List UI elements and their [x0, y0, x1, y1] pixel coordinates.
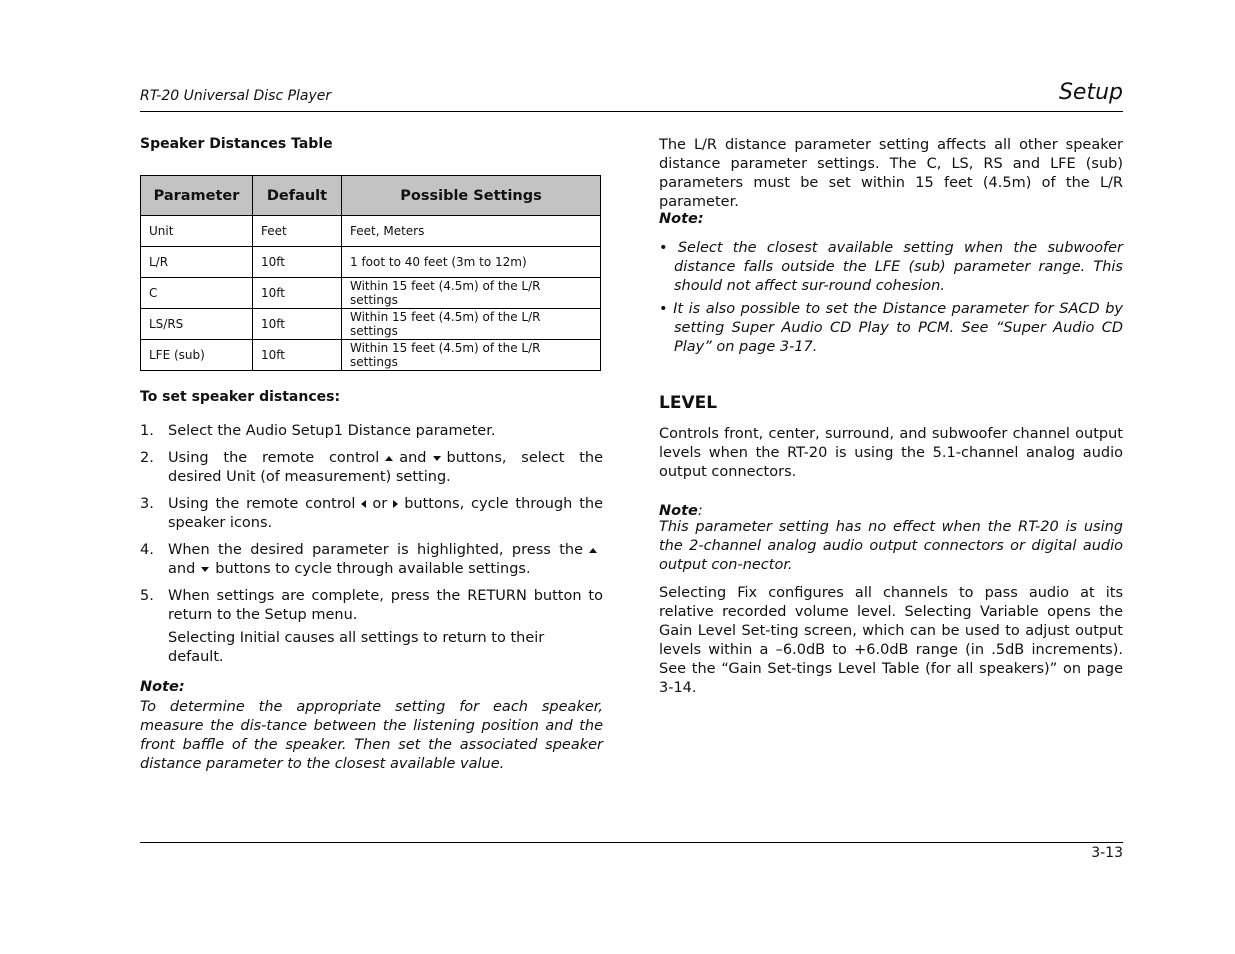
- list-item: [140, 541, 603, 579]
- up-arrow-icon: [589, 548, 597, 553]
- note-bullet: • It is also possible to set the Distance parameter for SACD by setting Super Audio CD Play to PCM. See “Super Audio CD Play” on page 3-17.: [659, 301, 1123, 355]
- table-row: [141, 340, 601, 371]
- step-number: 5.: [140, 588, 154, 604]
- down-arrow-icon: [433, 456, 441, 461]
- step-text: [168, 449, 603, 487]
- intro-paragraph: The L/R distance parameter setting affects all other speaker distance parameter settings. The C, LS, RS and LFE (sub) parameters must be set within 15 feet (4.5m) of the L/R parameter.: [659, 137, 1123, 210]
- table-title: Speaker Distances Table: [140, 136, 333, 152]
- step-text: [168, 495, 603, 533]
- list-item: [140, 495, 603, 533]
- note-label: Note:: [140, 679, 185, 695]
- table-row: [141, 216, 601, 247]
- step-text-part: buttons, cycle through the speaker icons.: [168, 496, 603, 531]
- list-item: [140, 449, 603, 487]
- table-cell: Unit: [141, 216, 253, 247]
- table-header-cell: Default: [253, 176, 342, 216]
- steps-list: [140, 422, 603, 633]
- step-text-part: When the desired parameter is highlighted, press the: [168, 542, 583, 558]
- steps-title: To set speaker distances:: [140, 389, 341, 405]
- step-number: 1.: [140, 423, 154, 439]
- table-cell: LS/RS: [141, 309, 253, 340]
- table-row: [141, 309, 601, 340]
- table-cell: 10ft: [253, 340, 342, 371]
- section-title: Setup: [1058, 80, 1123, 105]
- right-arrow-icon: [393, 500, 398, 508]
- speaker-distances-table: [140, 175, 601, 371]
- table-header-row: [141, 176, 601, 216]
- step-text-part: and: [399, 450, 427, 466]
- table-cell: Within 15 feet (4.5m) of the L/R settings: [342, 278, 601, 309]
- table-row: [141, 278, 601, 309]
- step-text-part: or: [372, 496, 388, 512]
- list-item: [140, 587, 603, 625]
- table-cell: 1 foot to 40 feet (3m to 12m): [342, 247, 601, 278]
- up-arrow-icon: [385, 456, 393, 461]
- list-item: [140, 422, 603, 441]
- fix-variable-paragraph: Selecting Fix configures all channels to pass audio at its relative recorded volume level. Selecting Variable opens the Gain Level Set-ting screen, which can be used to adjust output levels within a –6.0dB to +6.0dB range (in .5dB increments). See the “Gain Set-tings Level Table (for all speakers)” on page 3-14.: [659, 585, 1123, 696]
- step-number: 3.: [140, 496, 154, 512]
- note-bullet: • Select the closest available setting when the subwoofer distance falls outside the LFE (sub) parameter range. This should not affect sur-round cohesion.: [659, 240, 1123, 294]
- left-arrow-icon: [361, 500, 366, 508]
- table-cell: LFE (sub): [141, 340, 253, 371]
- note-label: Note: [659, 503, 698, 519]
- step-number: 4.: [140, 542, 154, 558]
- note-text: To determine the appropriate setting for each speaker, measure the dis-tance between the listening position and the front baffle of the speaker. Then set the associated speaker distance parameter to the closest available value.: [140, 699, 603, 772]
- table-cell: Feet, Meters: [342, 216, 601, 247]
- step-text: Select the Audio Setup1 Distance parameter.: [168, 423, 496, 439]
- step-number: 2.: [140, 450, 154, 466]
- level-heading: LEVEL: [659, 393, 718, 413]
- table-cell: Feet: [253, 216, 342, 247]
- table-cell: Within 15 feet (4.5m) of the L/R settings: [342, 340, 601, 371]
- table-row: [141, 247, 601, 278]
- step-text-part: Using the remote control: [168, 496, 356, 512]
- note-colon: :: [697, 503, 703, 519]
- table-cell: 10ft: [253, 309, 342, 340]
- table-cell: Within 15 feet (4.5m) of the L/R settings: [342, 309, 601, 340]
- step-text: [168, 541, 603, 579]
- note-bullets: [659, 239, 1123, 361]
- note-label: Note:: [659, 211, 704, 227]
- down-arrow-icon: [201, 567, 209, 572]
- step-text: When settings are complete, press the RETURN button to return to the Setup menu.: [168, 588, 603, 623]
- step-text-part: Using the remote control: [168, 450, 380, 466]
- table-cell: C: [141, 278, 253, 309]
- table-cell: L/R: [141, 247, 253, 278]
- header-rule: [140, 111, 1123, 112]
- table-header-cell: Parameter: [141, 176, 253, 216]
- table-cell: 10ft: [253, 247, 342, 278]
- note-text: This parameter setting has no effect when the RT-20 is using the 2-channel analog audio output connectors or digital audio output con-nector.: [659, 519, 1123, 573]
- after-steps-text: Selecting Initial causes all settings to return to their default.: [168, 630, 545, 665]
- document-title: RT-20 Universal Disc Player: [140, 88, 332, 104]
- footer-rule: [140, 842, 1123, 843]
- table-cell: 10ft: [253, 278, 342, 309]
- level-paragraph: Controls front, center, surround, and subwoofer channel output levels when the RT-20 is using the 5.1-channel analog audio output connectors.: [659, 426, 1123, 480]
- step-text-part: buttons, select the desired Unit (of measurement) setting.: [168, 450, 603, 485]
- step-text-part: buttons to cycle through available settings.: [215, 561, 531, 577]
- table-header-cell: Possible Settings: [342, 176, 601, 216]
- page-number: 3-13: [1091, 845, 1123, 861]
- step-text-part: and: [168, 561, 196, 577]
